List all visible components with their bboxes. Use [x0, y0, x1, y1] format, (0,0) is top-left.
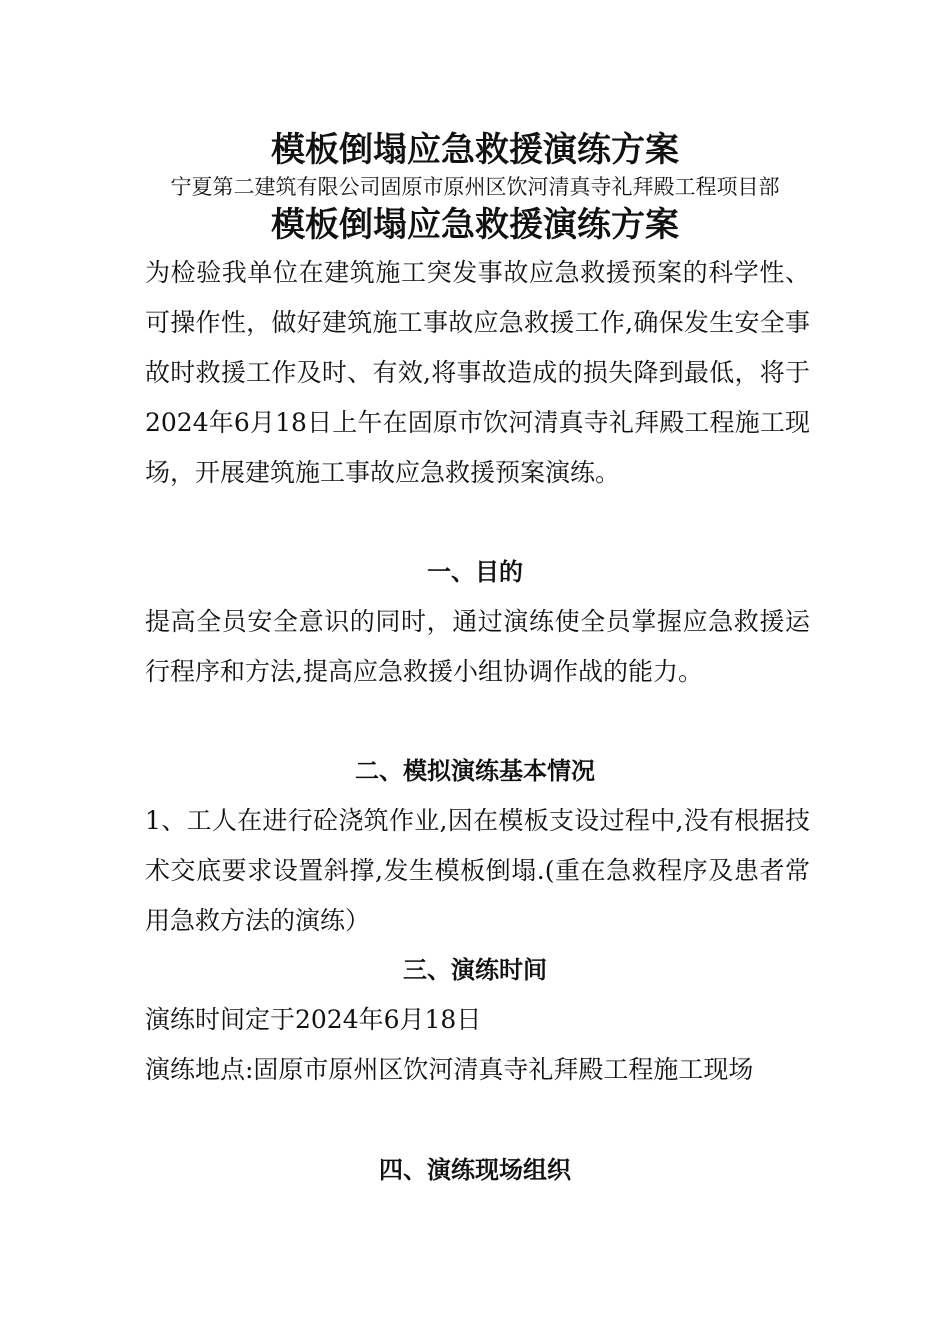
section-paragraph-location: 演练地点:固原市原州区饮河清真寺礼拜殿工程施工现场 — [145, 1055, 754, 1084]
section-paragraph-scenario: 1、工人在进行砼浇筑作业,因在模板支设过程中,没有根据技术交底要求设置斜撑,发生模板倒塌.(重在急救程序及患者常用急救方法的演练） — [145, 806, 810, 935]
section-heading-scenario: 二、模拟演练基本情况 — [355, 757, 595, 785]
section-paragraph-purpose: 提高全员安全意识的同时，通过演练使全员掌握应急救援运行程序和方法,提高应急救援小组协调作战的能力。 — [145, 607, 810, 686]
document-title-repeat: 模板倒塌应急救援演练方案 — [271, 205, 679, 245]
section-paragraph-time: 演练时间定于2024年6月18日 — [145, 1005, 482, 1034]
section-heading-organization: 四、演练现场组织 — [379, 1156, 571, 1184]
document-title: 模板倒塌应急救援演练方案 — [271, 130, 679, 170]
intro-paragraph: 为检验我单位在建筑施工突发事故应急救援预案的科学性、可操作性，做好建筑施工事故应急救援工作,确保发生安全事故时救援工作及时、有效,将事故造成的损失降到最低，将于2024年6月18日上午在固原市饮河清真寺礼拜殿工程施工现场，开展建筑施工事故应急救援预案演练。 — [145, 258, 810, 487]
section-heading-purpose: 一、目的 — [427, 558, 523, 586]
section-heading-time: 三、演练时间 — [403, 956, 547, 984]
organization-name: 宁夏第二建筑有限公司固原市原州区饮河清真寺礼拜殿工程项目部 — [170, 175, 780, 199]
